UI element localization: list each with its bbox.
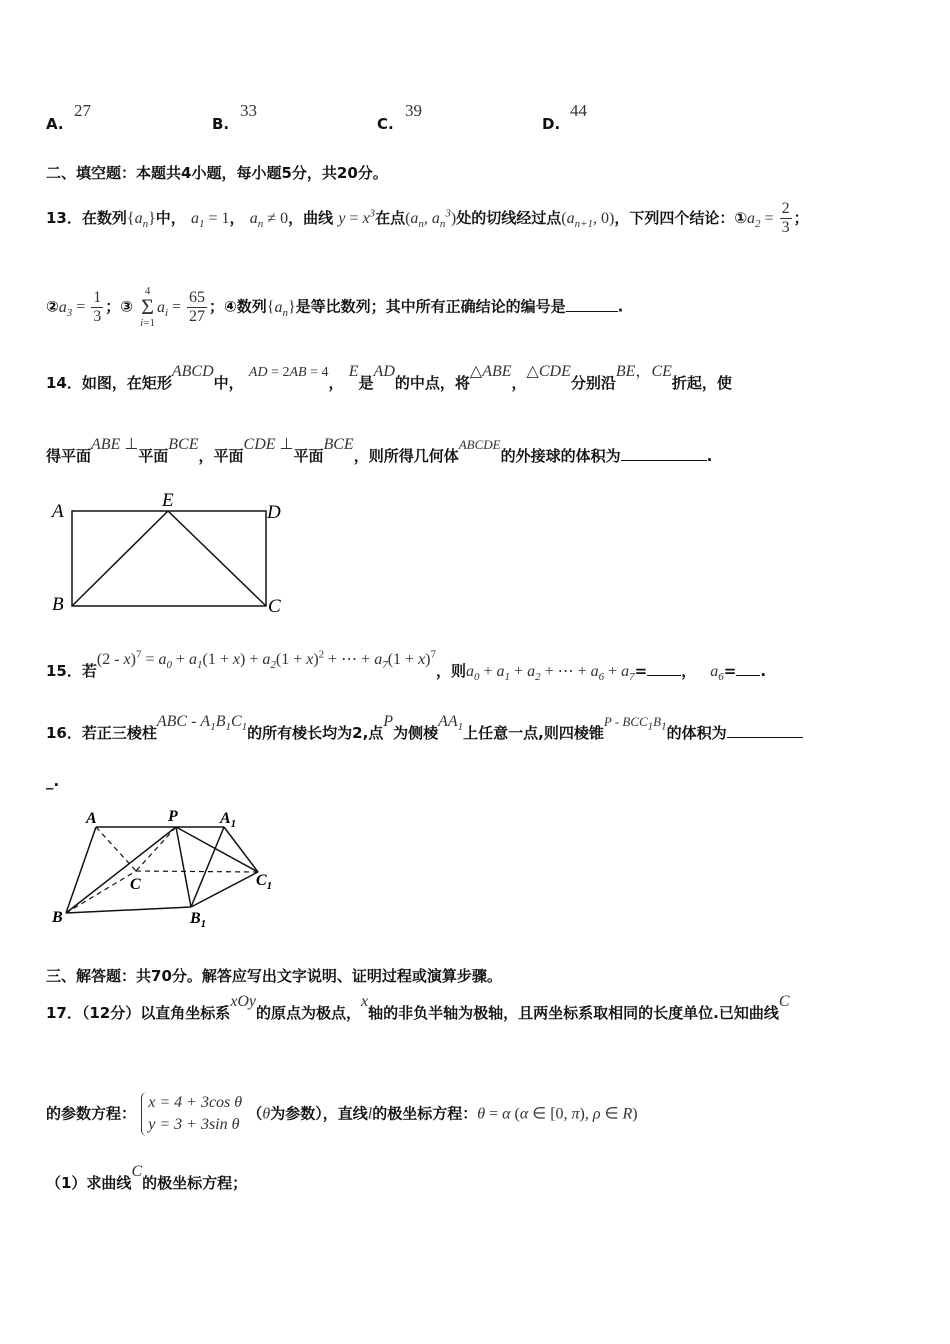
figure-rectangle	[46, 488, 296, 618]
label-a: A	[52, 501, 64, 522]
segment-be	[72, 511, 168, 606]
edge-b1c1	[191, 872, 258, 907]
q16-line2: _.	[46, 772, 60, 790]
edge-a1b1	[191, 827, 224, 907]
label-e: E	[162, 490, 174, 511]
label-b1: $B_1$	[190, 910, 207, 930]
q17-part1: （1）求曲线C的极坐标方程；	[46, 1163, 248, 1192]
edge-a1c1	[224, 827, 258, 872]
q17-line2: 的参数方程： x = 4 + 3cos θ y = 3 + 3sin θ （θ为参数），直线l的极坐标方程：θ = α (α ∈ [0, π), ρ ∈ R)	[46, 1092, 638, 1136]
label-c1: $C_1$	[256, 872, 273, 892]
label-d: D	[267, 502, 281, 523]
figure-prism	[46, 805, 286, 930]
q16-line1: 16．若正三棱柱ABC - $A_1B_1C_1$的所有棱长均为2,点P为侧棱$AA_1$上任意一点,则四棱锥P - $BCC_1B_1$的体积为	[46, 722, 803, 745]
option-b-value: 33	[240, 101, 257, 120]
label-p: P	[168, 808, 178, 825]
edge-pb	[66, 827, 176, 913]
hidden-ac	[96, 827, 136, 871]
hidden-pc	[136, 827, 176, 871]
label-a: A	[86, 810, 97, 827]
hidden-cc1	[136, 871, 258, 872]
option-d: D. 44	[542, 101, 587, 133]
option-d-value: 44	[570, 101, 587, 120]
option-c-value: 39	[405, 101, 422, 120]
rect-abcd	[72, 511, 266, 606]
q13-line1: 13．在数列$\{a_n\}$中， $a_1 = 1$， $a_n \ne 0$，曲线 $y = x^3$在点($a_n$, $a_n^3$)处的切线经过点($a_{n+1}$, 0)，下列四个结论：$①a_2$ = $\frac{2}{3}$ ；	[46, 200, 809, 236]
section2-heading: 二、填空题：本题共4小题，每小题5分，共20分。	[46, 164, 388, 182]
hidden-bc	[66, 871, 136, 913]
edge-ab	[66, 827, 96, 913]
q15-line: 15．若$(2 - x)^7 = a_0 + a_1(1 + x) + a_2(1 + x)^2$ + ⋯ + $a_7(1 + x)^7$，则$a_0 + a_1 + a_2$ + ⋯ + $a_6 + a_7=$ ， $a_6=$ .	[46, 648, 767, 684]
q13-line2: $②a_3$ = $\frac{1}{3}$ ；③ 4 Σ i=1 $a_i$ = $\frac{65}{27}$ ；④数列$\{a_n\}$是等比数列；其中所有正确结论的编号是 .	[46, 285, 624, 329]
section3-heading: 三、解答题：共70分。解答应写出文字说明、证明过程或演算步骤。	[46, 967, 502, 985]
label-b: B	[52, 594, 64, 615]
option-b: B. 33	[212, 101, 257, 133]
edge-bb1	[66, 907, 191, 913]
label-c: C	[130, 876, 141, 893]
option-c: C. 39	[377, 101, 422, 133]
edge-pc1	[176, 827, 258, 872]
q14-line2: 得平面ABE ⊥平面BCE，平面CDE ⊥平面BCE，则所得几何体ABCDE的外接球的体积为 .	[46, 436, 713, 465]
option-a-value: 27	[74, 101, 91, 120]
label-b: B	[52, 909, 63, 926]
q17-line1: 17．（12分）以直角坐标系xOy的原点为极点，x轴的非负半轴为极轴，且两坐标系取相同的长度单位.已知曲线C	[46, 993, 790, 1022]
label-c: C	[268, 596, 281, 617]
segment-ec	[168, 511, 266, 606]
option-a: A. 27	[46, 101, 91, 133]
edge-pb1	[176, 827, 191, 907]
q14-line1: 14．如图，在矩形ABCD中， AD = 2AB = 4， E是AD的中点，将△ABE，△CDE分别沿BE，CE折起，使	[46, 363, 732, 392]
parametric-system: x = 4 + 3cos θ y = 3 + 3sin θ	[141, 1092, 242, 1136]
label-a1: $A_1$	[220, 810, 237, 830]
